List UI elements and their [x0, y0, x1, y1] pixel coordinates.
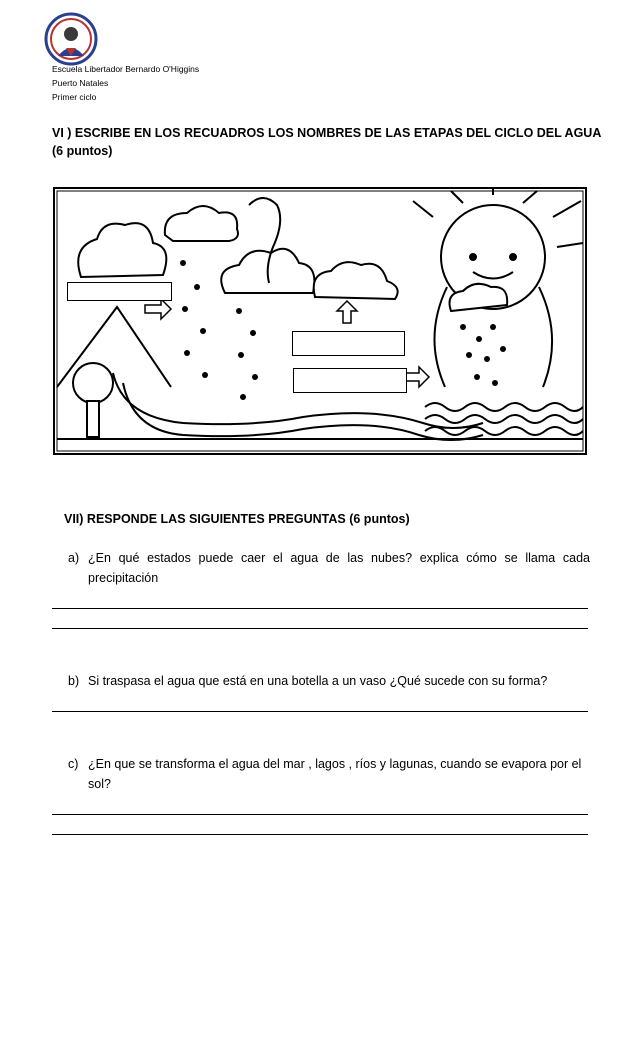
section-vi-title: VI ) ESCRIBE EN LOS RECUADROS LOS NOMBRES DE LAS ETAPAS DEL CICLO DEL AGUA (6 puntos) — [52, 126, 601, 158]
school-city: Puerto Natales — [52, 78, 109, 88]
question-text: Si traspasa el agua que está en una botella a un vaso ¿Qué sucede con su forma? — [88, 674, 548, 688]
question-c — [68, 754, 590, 794]
answer-line[interactable] — [52, 711, 588, 712]
question-label: b) — [68, 674, 80, 688]
water-cycle-drawing — [53, 187, 587, 455]
section-vii-title: VII) RESPONDE LAS SIGUIENTES PREGUNTAS (6 puntos) — [64, 512, 410, 526]
school-name: Escuela Libertador Bernardo O'Higgins — [52, 64, 200, 74]
answer-box-3[interactable] — [293, 368, 407, 393]
school-header — [52, 62, 199, 104]
answer-line[interactable] — [52, 834, 588, 835]
answer-box-2[interactable] — [292, 331, 405, 356]
question-label: c) — [68, 757, 79, 771]
water-cycle-figure — [53, 187, 587, 455]
answer-line[interactable] — [52, 814, 588, 815]
question-text: ¿En qué estados puede caer el agua de las nubes? explica cómo se llama cada precipitación — [88, 551, 590, 585]
question-label: a) — [68, 551, 80, 565]
school-crest-icon — [44, 12, 98, 66]
question-text: ¿En que se transforma el agua del mar , lagos , ríos y lagunas, cuando se evapora por el sol? — [88, 757, 582, 791]
answer-line[interactable] — [52, 608, 588, 609]
school-level: Primer ciclo — [52, 92, 97, 102]
answer-line[interactable] — [52, 628, 588, 629]
question-b — [68, 671, 590, 691]
answer-box-1[interactable] — [67, 282, 172, 301]
question-a — [68, 548, 590, 588]
